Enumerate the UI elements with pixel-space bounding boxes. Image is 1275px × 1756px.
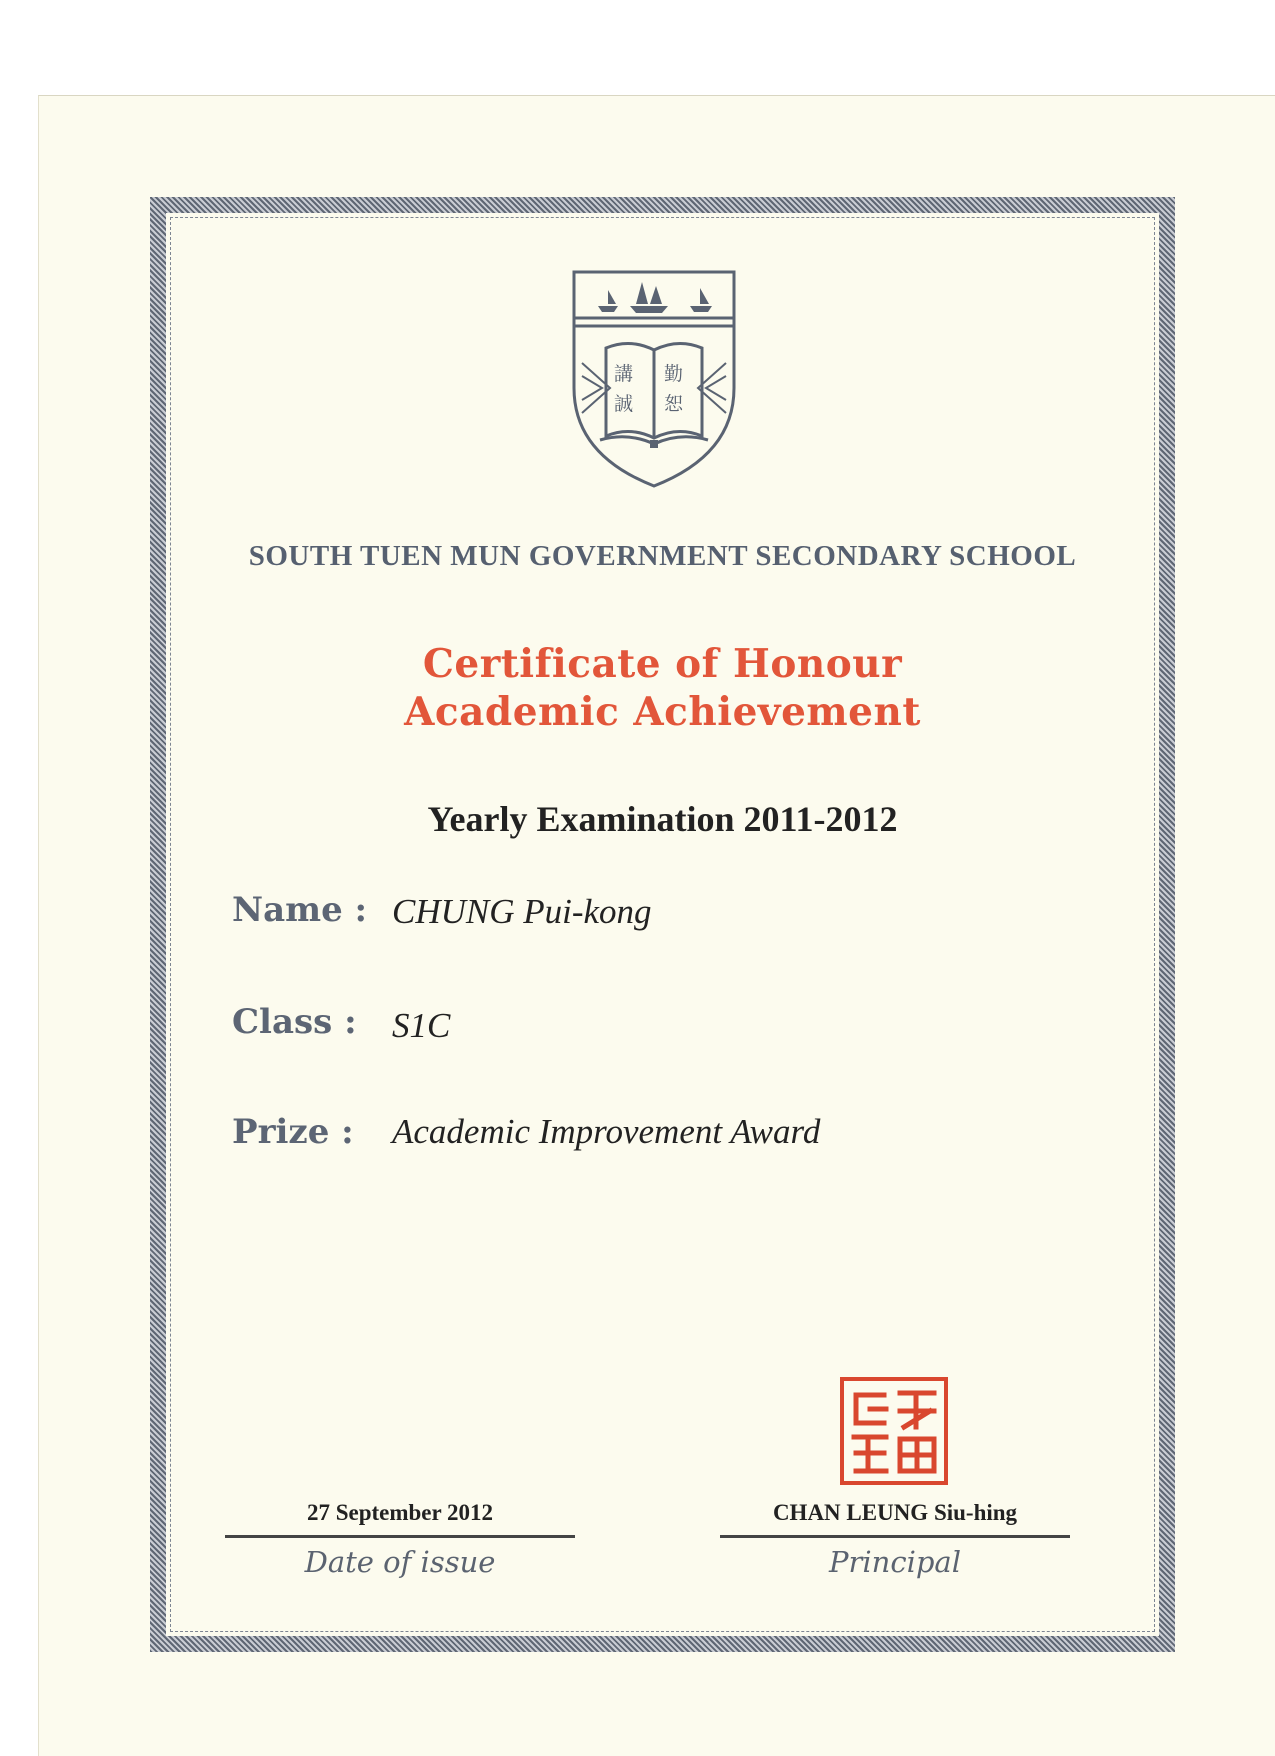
class-label: Class :: [232, 1002, 357, 1042]
svg-text:恕: 恕: [664, 393, 684, 415]
principal-name: CHAN LEUNG Siu-hing: [772, 1500, 1018, 1525]
name-label: Name :: [232, 890, 368, 930]
svg-text:講: 講: [614, 363, 634, 385]
prize-value: Academic Improvement Award: [392, 1112, 821, 1151]
principal-seal-icon: [838, 1375, 950, 1487]
date-signature-line: [225, 1535, 575, 1538]
principal-caption: Principal: [829, 1545, 961, 1579]
issue-date: 27 September 2012: [306, 1500, 494, 1525]
date-caption: Date of issue: [304, 1545, 496, 1579]
name-value: CHUNG Pui-kong: [392, 892, 652, 931]
class-value: S1C: [392, 1006, 451, 1045]
school-name: SOUTH TUEN MUN GOVERNMENT SECONDARY SCHOOL: [248, 540, 1077, 572]
school-crest-icon: [570, 268, 738, 490]
exam-heading: Yearly Examination 2011-2012: [427, 799, 898, 839]
prize-label: Prize :: [232, 1112, 354, 1152]
title-line-2: Academic Achievement: [404, 689, 921, 735]
svg-text:誠: 誠: [614, 393, 634, 415]
certificate-title: [150, 640, 1175, 736]
principal-signature-line: [720, 1535, 1070, 1538]
title-line-1: Certificate of Honour: [422, 641, 903, 687]
svg-text:勤: 勤: [664, 363, 684, 385]
